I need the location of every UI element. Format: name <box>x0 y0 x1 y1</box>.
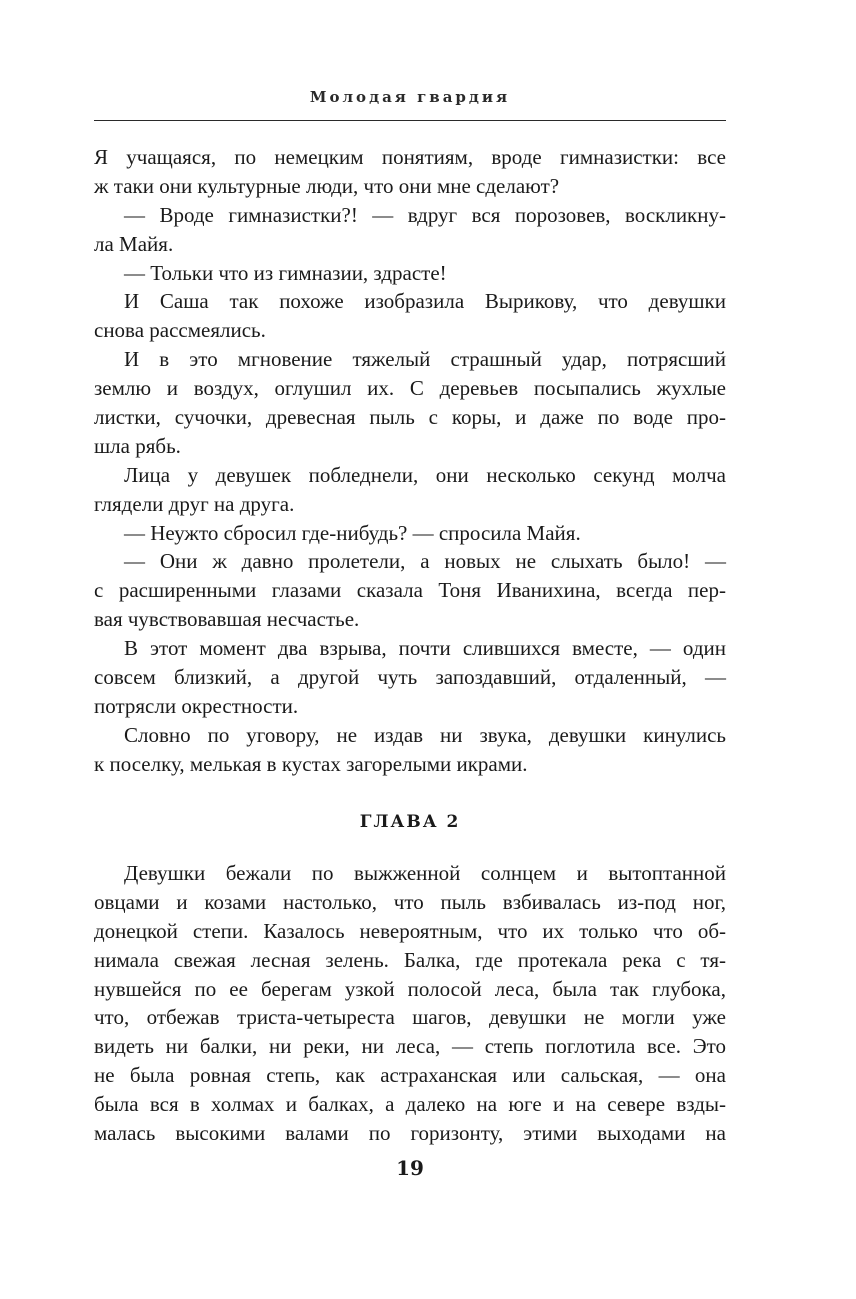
text-line: видеть ни балки, ни реки, ни леса, — степь поглотила все. Это <box>94 1034 726 1059</box>
text-line: Словно по уговору, не издав ни звука, девушки кинулись <box>124 722 726 747</box>
text-line: нимала свежая лесная зелень. Балка, где протекала река с тя- <box>94 947 726 972</box>
text-line: Девушки бежали по выжженной солнцем и вытоптанной <box>124 861 726 885</box>
text-line: шла рябь. <box>94 433 181 458</box>
text-line: Лица у девушек побледнели, они несколько секунд молча <box>124 462 726 487</box>
text-line: что, отбежав триста-четыреста шагов, девушки не могли уже <box>94 1005 726 1030</box>
text-line: В этот момент два взрыва, почти слившихся вместе, — один <box>124 636 726 661</box>
body-text-before-chapter <box>94 143 726 779</box>
text-line: вая чувствовавшая несчастье. <box>94 607 360 632</box>
text-line: землю и воздух, оглушил их. С деревьев посыпались жухлые <box>94 376 726 401</box>
text-line: была вся в холмах и балках, а далеко на юге и на севере взды- <box>94 1092 726 1117</box>
text-line: И в это мгновение тяжелый страшный удар, потрясший <box>124 347 726 372</box>
text-line: Я учащаяся, по немецким понятиям, вроде гимназистки: все <box>94 145 726 169</box>
header-rule <box>94 120 726 121</box>
text-line: потрясли окрестности. <box>94 693 299 718</box>
page-number: 19 <box>396 1156 424 1180</box>
text-line: совсем близкий, а другой чуть запоздавший, отдаленный, — <box>94 665 726 690</box>
text-line: к поселку, мелькая в кустах загорелыми икрами. <box>94 751 528 776</box>
text-line: ж таки они культурные люди, что они мне сделают? <box>94 173 560 198</box>
chapter-title: ГЛАВА 2 <box>359 812 461 832</box>
body-text-after-chapter <box>94 859 726 1148</box>
text-line: не была ровная степь, как астраханская или сальская, — она <box>94 1063 726 1088</box>
text-line: — Они ж давно пролетели, а новых не слыхать было! — <box>124 549 726 574</box>
text-line: овцами и козами настолько, что пыль взбивалась из-под ног, <box>94 889 726 914</box>
text-line: с расширенными глазами сказала Тоня Иванихина, всегда пер- <box>94 578 726 603</box>
text-line: — Вроде гимназистки?! — вдруг вся порозовев, воскликну- <box>124 202 726 227</box>
text-line: глядели друг на друга. <box>94 491 295 516</box>
text-line: И Саша так похоже изобразила Вырикову, что девушки <box>124 289 726 314</box>
text-line: — Неужто сбросил где-нибудь? — спросила Майя. <box>124 520 581 545</box>
text-line: малась высокими валами по горизонту, этими выходами на <box>94 1121 726 1146</box>
text-line: донецкой степи. Казалось невероятным, что их только что об- <box>94 918 726 943</box>
running-title: Молодая гвардия <box>309 88 511 106</box>
text-line: ла Майя. <box>94 231 174 256</box>
text-line: листки, сучочки, древесная пыль с коры, и даже по воде про- <box>94 405 726 430</box>
text-line: снова рассмеялись. <box>94 318 266 343</box>
text-line: — Тольки что из гимназии, здрасте! <box>124 260 447 285</box>
text-line: нувшейся по ее берегам узкой полосой леса, была так глубока, <box>94 976 726 1001</box>
